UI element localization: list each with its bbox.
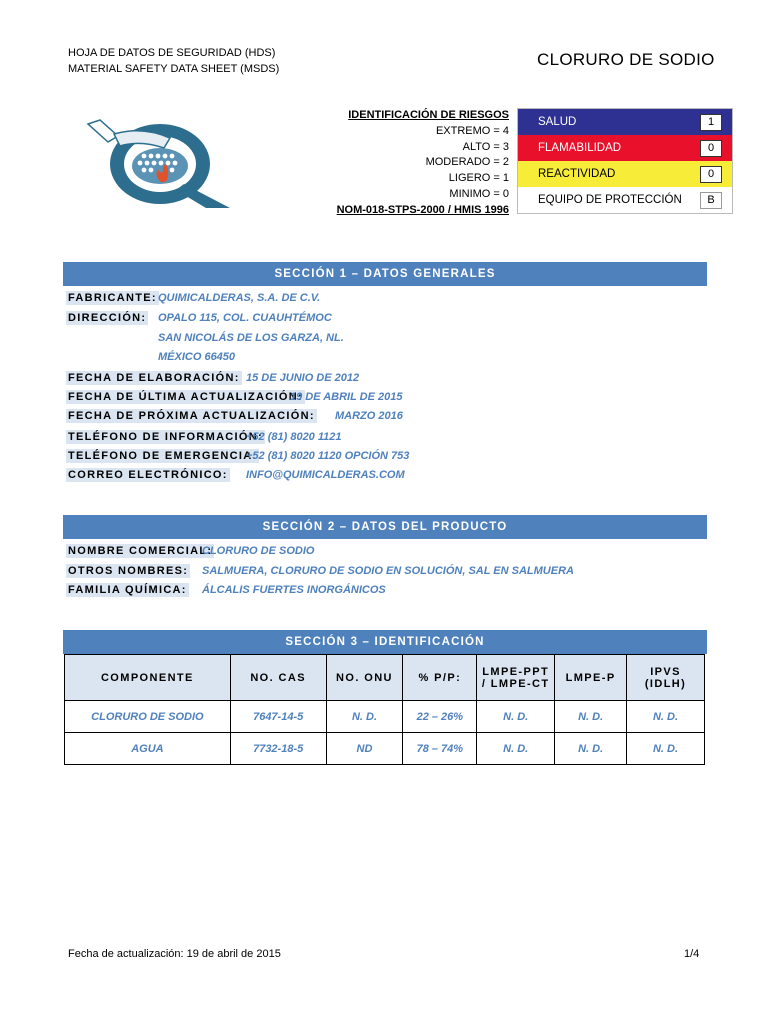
components-table xyxy=(64,654,705,765)
cell-no-onu: N. D. xyxy=(326,701,403,733)
correo-label: CORREO ELECTRÓNICO: xyxy=(68,469,228,481)
risk-level-moderado: MODERADO = 2 xyxy=(425,156,509,169)
cell-componente: CLORURO DE SODIO xyxy=(65,701,231,733)
fecha-ultima-value: 19 DE ABRIL DE 2015 xyxy=(290,391,403,403)
tel-info-value: +52 (81) 8020 1121 xyxy=(246,431,342,443)
hmis-row-reactividad xyxy=(518,161,732,187)
cell-ipvs: N. D. xyxy=(627,733,705,765)
page-number: 1/4 xyxy=(684,948,700,960)
cell-lmpe-ppt: N. D. xyxy=(477,701,555,733)
familia-quimica-value: ÁLCALIS FUERTES INORGÁNICOS xyxy=(202,584,386,596)
hmis-label-proteccion: EQUIPO DE PROTECCIÓN xyxy=(538,194,682,206)
risk-level-minimo: MINIMO = 0 xyxy=(449,187,509,200)
hmis-row-proteccion xyxy=(518,187,732,213)
tel-emergencia-label: TELÉFONO DE EMERGENCIA: xyxy=(68,450,258,462)
cell-ipvs: N. D. xyxy=(627,701,705,733)
section1-header: SECCIÓN 1 – DATOS GENERALES xyxy=(63,262,707,286)
hmis-value-proteccion: B xyxy=(700,192,722,209)
col-lmpe-p: LMPE-P xyxy=(555,655,627,701)
cell-no-onu: ND xyxy=(326,733,403,765)
familia-quimica-label: FAMILIA QUÍMICA: xyxy=(68,584,187,596)
nombre-comercial-value: CLORURO DE SODIO xyxy=(202,545,315,557)
table-header-row xyxy=(65,655,705,701)
correo-value[interactable]: INFO@QUIMICALDERAS.COM xyxy=(246,469,405,481)
product-title: CLORURO DE SODIO xyxy=(537,50,715,69)
cell-porcentaje: 78 – 74% xyxy=(403,733,477,765)
hmis-row-salud xyxy=(518,109,732,135)
col-no-cas: NO. CAS xyxy=(230,655,326,701)
tel-info-label: TELÉFONO DE INFORMACIÓN: xyxy=(68,431,263,443)
section2-header: SECCIÓN 2 – DATOS DEL PRODUCTO xyxy=(63,515,707,539)
risk-key-heading: IDENTIFICACIÓN DE RIESGOS xyxy=(348,109,509,121)
risk-level-alto: ALTO = 3 xyxy=(462,140,509,153)
hmis-label xyxy=(517,108,733,214)
cell-lmpe-p: N. D. xyxy=(555,701,627,733)
fecha-proxima-label: FECHA DE PRÓXIMA ACTUALIZACIÓN: xyxy=(68,410,315,422)
hmis-row-flamabilidad xyxy=(518,135,732,161)
otros-nombres-value: SALMUERA, CLORURO DE SODIO EN SOLUCIÓN, SAL EN SALMUERA xyxy=(202,565,574,577)
col-lmpe-ppt: LMPE-PPT / LMPE-CT xyxy=(477,655,555,701)
risk-key xyxy=(329,108,509,219)
cell-lmpe-p: N. D. xyxy=(555,733,627,765)
hmis-value-salud: 1 xyxy=(700,114,722,131)
fabricante-value: QUIMICALDERAS, S.A. DE C.V. xyxy=(158,292,321,304)
fecha-elaboracion-value: 15 DE JUNIO DE 2012 xyxy=(246,372,360,384)
direccion-line-1: OPALO 115, COL. CUAUHTÉMOC xyxy=(158,312,332,324)
direccion-line-3: MÉXICO 66450 xyxy=(158,351,236,363)
doc-title-en: MATERIAL SAFETY DATA SHEET (MSDS) xyxy=(68,63,280,75)
col-porcentaje: % P/P: xyxy=(403,655,477,701)
risk-level-ligero: LIGERO = 1 xyxy=(448,172,509,185)
cell-no-cas: 7732-18-5 xyxy=(230,733,326,765)
section3-header: SECCIÓN 3 – IDENTIFICACIÓN xyxy=(63,630,707,654)
risk-level-extremo: EXTREMO = 4 xyxy=(435,124,509,137)
nombre-comercial-label: NOMBRE COMERCIAL: xyxy=(68,545,213,557)
fecha-ultima-label: FECHA DE ÚLTIMA ACTUALIZACIÓN: xyxy=(68,391,303,403)
col-componente: COMPONENTE xyxy=(65,655,231,701)
cell-porcentaje: 22 – 26% xyxy=(403,701,477,733)
footer-date: Fecha de actualización: 19 de abril de 2015 xyxy=(68,948,281,960)
fabricante-label: FABRICANTE: xyxy=(68,292,157,304)
otros-nombres-label: OTROS NOMBRES: xyxy=(68,565,189,577)
cell-componente: AGUA xyxy=(65,733,231,765)
fecha-elaboracion-label: FECHA DE ELABORACIÓN: xyxy=(68,372,240,384)
hmis-label-reactividad: REACTIVIDAD xyxy=(538,168,616,180)
table-row xyxy=(65,733,705,765)
table-row xyxy=(65,701,705,733)
direccion-label: DIRECCIÓN: xyxy=(68,312,147,324)
hmis-value-flamabilidad: 0 xyxy=(700,140,722,157)
company-logo xyxy=(84,114,234,210)
cell-lmpe-ppt: N. D. xyxy=(477,733,555,765)
col-ipvs: IPVS (IDLH) xyxy=(627,655,705,701)
doc-title-es: HOJA DE DATOS DE SEGURIDAD (HDS) xyxy=(68,47,276,59)
hmis-label-salud: SALUD xyxy=(538,116,577,128)
direccion-line-2: SAN NICOLÁS DE LOS GARZA, NL. xyxy=(158,332,344,344)
cell-no-cas: 7647-14-5 xyxy=(230,701,326,733)
fecha-proxima-value: MARZO 2016 xyxy=(335,410,403,422)
hmis-label-flamabilidad: FLAMABILIDAD xyxy=(538,142,622,154)
tel-emergencia-value: +52 (81) 8020 1120 OPCIÓN 753 xyxy=(246,450,410,462)
col-no-onu: NO. ONU xyxy=(326,655,403,701)
hmis-value-reactividad: 0 xyxy=(700,166,722,183)
risk-standard: NOM-018-STPS-2000 / HMIS 1996 xyxy=(336,203,509,216)
